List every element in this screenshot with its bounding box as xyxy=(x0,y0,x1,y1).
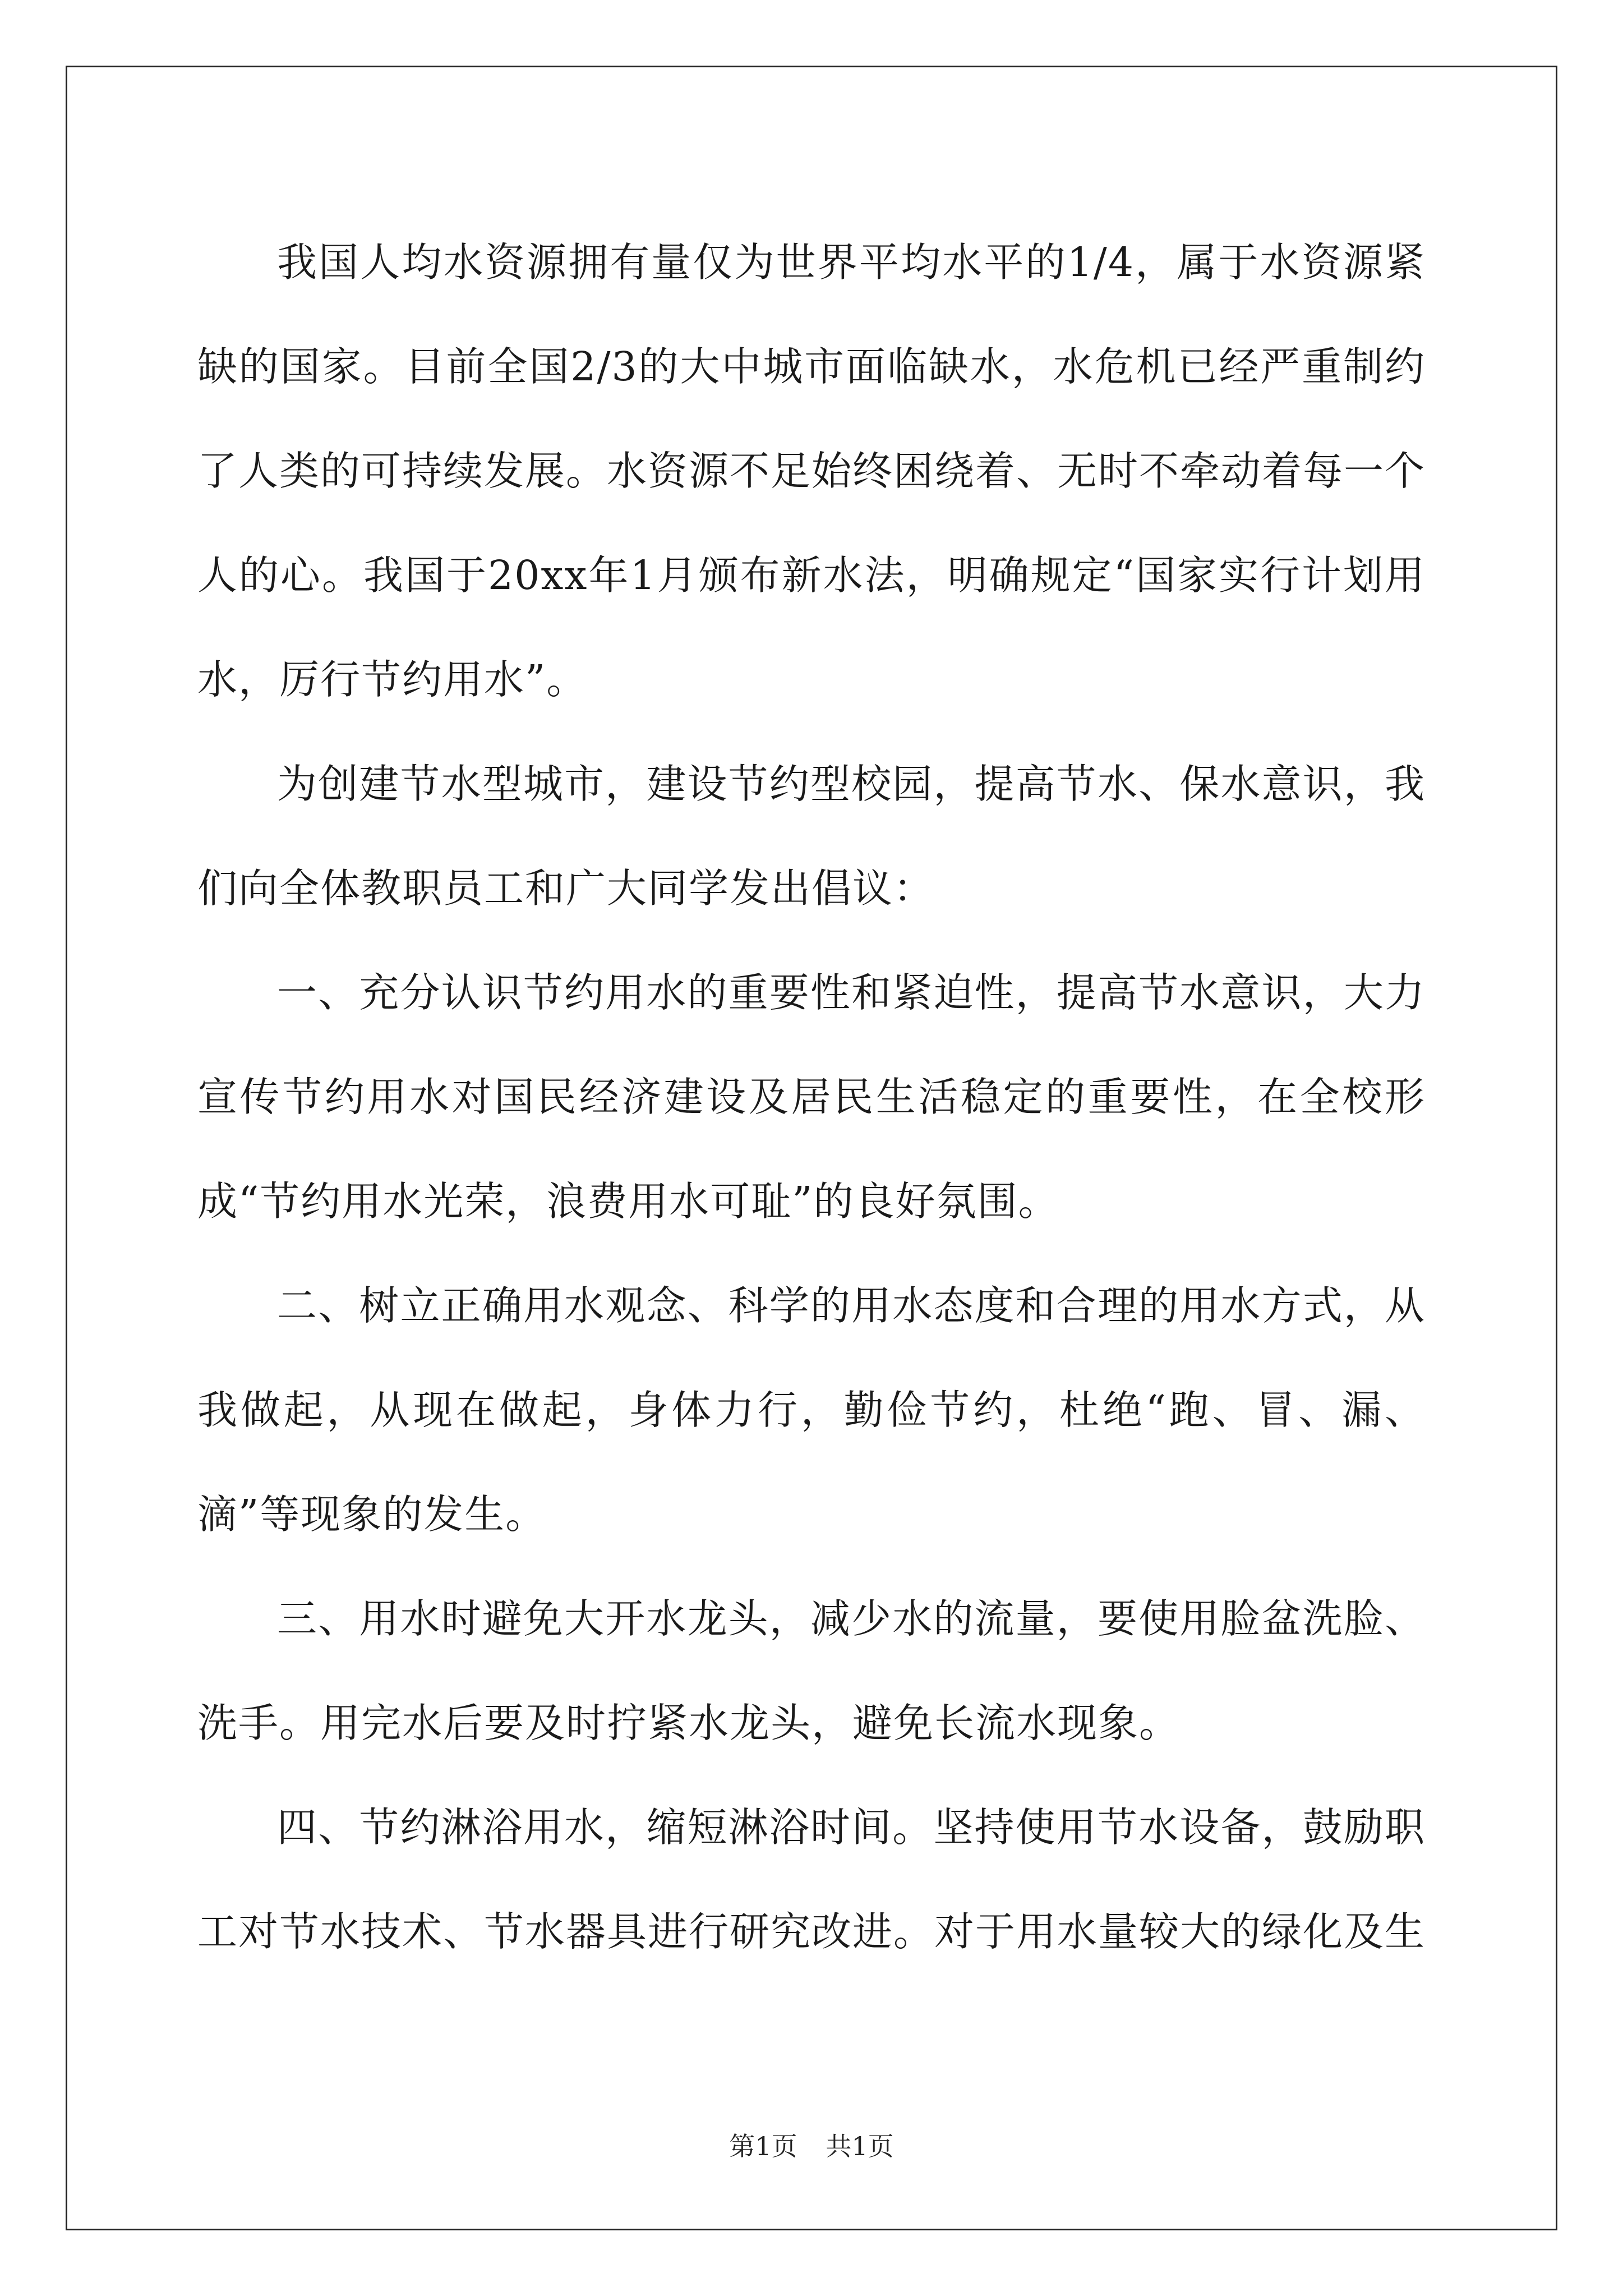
paragraph-item-1: 一、充分认识节约用水的重要性和紧迫性，提高节水意识，大力宣传节约用水对国民经济建设及居民生活稳定的重要性，在全校形成“节约用水光荣，浪费用水可耻”的良好氛围。 xyxy=(197,969,1426,1225)
page-number-current: 第1页 xyxy=(729,2131,797,2161)
paragraph-item-2: 二、树立正确用水观念、科学的用水态度和合理的用水方式，从我做起，从现在做起，身体力行，勤俭节约，杜绝“跑、冒、漏、滴”等现象的发生。 xyxy=(197,1282,1426,1538)
document-body xyxy=(197,210,1426,1984)
paragraph-item-4: 四、节约淋浴用水，缩短淋浴时间。坚持使用节水设备，鼓励职工对节水技术、节水器具进行研究改进。对于用水量较大的绿化及生 xyxy=(197,1804,1426,1955)
paragraph-proposal: 为创建节水型城市，建设节约型校园，提高节水、保水意识，我们向全体教职员工和广大同学发出倡议： xyxy=(197,761,1426,912)
paragraph-intro: 我国人均水资源拥有量仅为世界平均水平的1/4，属于水资源紧缺的国家。目前全国2/3的大中城市面临缺水，水危机已经严重制约了人类的可持续发展。水资源不足始终困绕着、无时不牵动着每一个人的心。我国于20xx年1月颁布新水法，明确规定“国家实行计划用水，厉行节约用水”。 xyxy=(197,239,1426,703)
paragraph-item-3: 三、用水时避免大开水龙头，减少水的流量，要使用脸盆洗脸、洗手。用完水后要及时拧紧水龙头，避免长流水现象。 xyxy=(197,1595,1426,1746)
page-number-total: 共1页 xyxy=(826,2131,894,2161)
page-footer xyxy=(0,2126,1623,2163)
